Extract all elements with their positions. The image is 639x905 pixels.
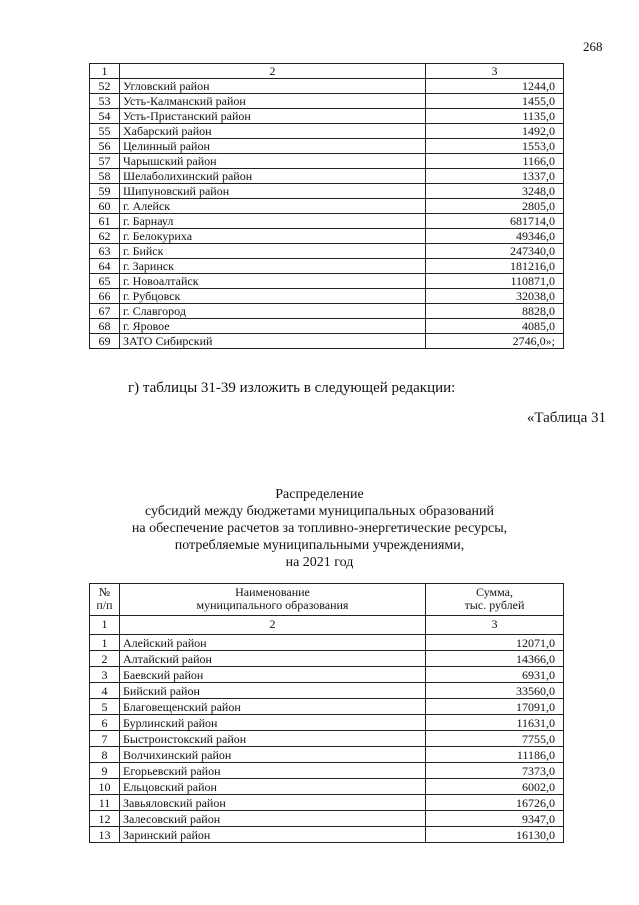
amount: 7373,0	[426, 763, 564, 779]
heading-line: на 2021 год	[285, 555, 354, 570]
municipality-name: Целинный район	[120, 139, 426, 154]
header-text: №	[98, 585, 111, 599]
municipality-name: Усть-Калманский район	[120, 94, 426, 109]
row-number: 2	[90, 651, 120, 667]
subsidy-table	[89, 583, 564, 843]
continuation-table-body	[90, 79, 564, 349]
column-number: 1	[90, 616, 120, 635]
row-number: 11	[90, 795, 120, 811]
amount: 6931,0	[426, 667, 564, 683]
table-row	[90, 124, 564, 139]
column-number-row	[90, 616, 564, 635]
header-text: муниципального образования	[196, 598, 349, 612]
amount: 681714,0	[426, 214, 564, 229]
row-number: 1	[90, 635, 120, 651]
header-amount	[426, 584, 564, 616]
subsidy-table-body	[90, 635, 564, 843]
municipality-name: г. Яровое	[120, 319, 426, 334]
page-number: 268	[583, 39, 603, 54]
header-text: п/п	[96, 598, 113, 612]
table-row	[90, 304, 564, 319]
continuation-table	[89, 63, 564, 349]
row-number: 4	[90, 683, 120, 699]
amount: 12071,0	[426, 635, 564, 651]
amount: 1135,0	[426, 109, 564, 124]
table-row	[90, 635, 564, 651]
municipality-name: Заринский район	[120, 827, 426, 843]
column-number-row	[90, 64, 564, 79]
table-row	[90, 79, 564, 94]
row-number: 60	[90, 199, 120, 214]
table-row	[90, 319, 564, 334]
column-number: 3	[426, 616, 564, 635]
municipality-name: Алтайский район	[120, 651, 426, 667]
municipality-name: Бийский район	[120, 683, 426, 699]
amount: 17091,0	[426, 699, 564, 715]
municipality-name: г. Белокуриха	[120, 229, 426, 244]
row-number: 68	[90, 319, 120, 334]
table-row	[90, 184, 564, 199]
table-row	[90, 229, 564, 244]
municipality-name: Ельцовский район	[120, 779, 426, 795]
row-number: 64	[90, 259, 120, 274]
municipality-name: Быстроистокский район	[120, 731, 426, 747]
municipality-name: Хабарский район	[120, 124, 426, 139]
amount: 8828,0	[426, 304, 564, 319]
table-row	[90, 651, 564, 667]
column-number: 1	[90, 64, 120, 79]
table-row	[90, 139, 564, 154]
amount: 9347,0	[426, 811, 564, 827]
row-number: 54	[90, 109, 120, 124]
municipality-name: Волчихинский район	[120, 747, 426, 763]
amount: 16130,0	[426, 827, 564, 843]
table-row	[90, 715, 564, 731]
heading-line: на обеспечение расчетов за топливно-энергетические ресурсы,	[131, 521, 508, 536]
row-number: 65	[90, 274, 120, 289]
municipality-name: Чарышский район	[120, 154, 426, 169]
row-number: 59	[90, 184, 120, 199]
amount: 6002,0	[426, 779, 564, 795]
amount: 14366,0	[426, 651, 564, 667]
row-number: 63	[90, 244, 120, 259]
municipality-name: Усть-Пристанский район	[120, 109, 426, 124]
municipality-name: Егорьевский район	[120, 763, 426, 779]
municipality-name: Бурлинский район	[120, 715, 426, 731]
table-row	[90, 199, 564, 214]
table-row	[90, 334, 564, 349]
amount: 110871,0	[426, 274, 564, 289]
table-row	[90, 683, 564, 699]
row-number: 67	[90, 304, 120, 319]
row-number: 6	[90, 715, 120, 731]
heading-line: субсидий между бюджетами муниципальных образований	[144, 504, 495, 519]
amount: 3248,0	[426, 184, 564, 199]
table-row	[90, 763, 564, 779]
row-number: 10	[90, 779, 120, 795]
amount: 32038,0	[426, 289, 564, 304]
row-number: 66	[90, 289, 120, 304]
amount: 33560,0	[426, 683, 564, 699]
amount: 1455,0	[426, 94, 564, 109]
amount: 1492,0	[426, 124, 564, 139]
table-row	[90, 94, 564, 109]
table-row	[90, 747, 564, 763]
municipality-name: г. Барнаул	[120, 214, 426, 229]
municipality-name: Шипуновский район	[120, 184, 426, 199]
amount: 181216,0	[426, 259, 564, 274]
header-number	[90, 584, 120, 616]
table-row	[90, 289, 564, 304]
row-number: 58	[90, 169, 120, 184]
municipality-name: г. Заринск	[120, 259, 426, 274]
amount: 16726,0	[426, 795, 564, 811]
row-number: 52	[90, 79, 120, 94]
amount: 4085,0	[426, 319, 564, 334]
amount: 11186,0	[426, 747, 564, 763]
amount: 1337,0	[426, 169, 564, 184]
table-row	[90, 244, 564, 259]
amount: 1553,0	[426, 139, 564, 154]
table-row	[90, 154, 564, 169]
table-row	[90, 779, 564, 795]
row-number: 62	[90, 229, 120, 244]
municipality-name: Благовещенский район	[120, 699, 426, 715]
amount: 49346,0	[426, 229, 564, 244]
row-number: 55	[90, 124, 120, 139]
heading-line: потребляемые муниципальными учреждениями,	[174, 538, 465, 553]
table-heading	[0, 486, 639, 571]
table-row	[90, 667, 564, 683]
header-name	[120, 584, 426, 616]
municipality-name: Завьяловский район	[120, 795, 426, 811]
table-row	[90, 109, 564, 124]
row-number: 3	[90, 667, 120, 683]
amount: 2805,0	[426, 199, 564, 214]
row-number: 57	[90, 154, 120, 169]
row-number: 53	[90, 94, 120, 109]
row-number: 13	[90, 827, 120, 843]
column-number: 2	[120, 64, 426, 79]
row-number: 56	[90, 139, 120, 154]
table-row	[90, 169, 564, 184]
municipality-name: Залесовский район	[120, 811, 426, 827]
row-number: 5	[90, 699, 120, 715]
municipality-name: Угловский район	[120, 79, 426, 94]
row-number: 8	[90, 747, 120, 763]
table-row	[90, 811, 564, 827]
column-number: 3	[426, 64, 564, 79]
amount: 247340,0	[426, 244, 564, 259]
municipality-name: г. Рубцовск	[120, 289, 426, 304]
header-text: Наименование	[235, 585, 310, 599]
municipality-name: Алейский район	[120, 635, 426, 651]
table-row	[90, 795, 564, 811]
amendment-text: г) таблицы 31-39 изложить в следующей редакции:	[128, 380, 456, 396]
row-number: 9	[90, 763, 120, 779]
table-row	[90, 214, 564, 229]
row-number: 61	[90, 214, 120, 229]
amount: 1166,0	[426, 154, 564, 169]
municipality-name: г. Славгород	[120, 304, 426, 319]
row-number: 69	[90, 334, 120, 349]
header-row	[90, 584, 564, 616]
amount: 11631,0	[426, 715, 564, 731]
row-number: 7	[90, 731, 120, 747]
table-row	[90, 259, 564, 274]
amount: 2746,0»;	[426, 334, 564, 349]
municipality-name: г. Алейск	[120, 199, 426, 214]
table-row	[90, 699, 564, 715]
table-row	[90, 274, 564, 289]
amount: 1244,0	[426, 79, 564, 94]
municipality-name: ЗАТО Сибирский	[120, 334, 426, 349]
header-text: Сумма,	[476, 585, 513, 599]
row-number: 12	[90, 811, 120, 827]
heading-line: Распределение	[275, 487, 364, 502]
header-text: тыс. рублей	[464, 598, 525, 612]
municipality-name: г. Бийск	[120, 244, 426, 259]
table-row	[90, 827, 564, 843]
municipality-name: Баевский район	[120, 667, 426, 683]
table-reference: «Таблица 31	[526, 410, 606, 426]
column-number: 2	[120, 616, 426, 635]
table-row	[90, 731, 564, 747]
municipality-name: Шелаболихинский район	[120, 169, 426, 184]
municipality-name: г. Новоалтайск	[120, 274, 426, 289]
amount: 7755,0	[426, 731, 564, 747]
